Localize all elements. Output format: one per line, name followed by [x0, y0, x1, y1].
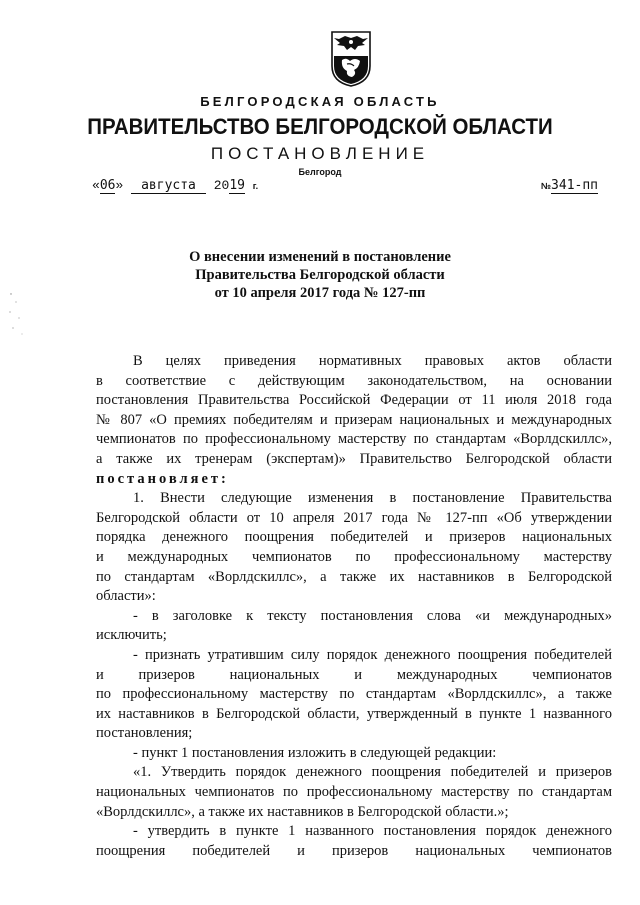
text-line: В целях приведения нормативных правовых актов области	[133, 353, 612, 369]
text-line: порядка денежного поощрения победителей и призеров национальных	[96, 529, 612, 546]
paragraph-title-change	[96, 607, 612, 646]
document-type: ПОСТАНОВЛЕНИЕ	[210, 144, 430, 163]
text-line: № 807 «О премиях победителям и призерам национальных и международных	[96, 411, 612, 428]
date-year-prefix: 20	[213, 178, 230, 193]
number-label: №	[541, 181, 552, 191]
number-value: 341-пп	[551, 178, 599, 193]
text-line: по стандартам «Ворлдскиллс», а также их наставников в Белгородской	[96, 568, 612, 585]
text-line: - утвердить в пункте 1 названного постановления порядок денежного	[133, 823, 612, 840]
text-line: в соответствие с действующим законодательством, на основании	[96, 372, 612, 389]
belgorod-coat-of-arms-icon	[330, 30, 372, 88]
text-line: их наставников в Белгородской области, утвержденный в пункте 1 названного	[96, 705, 612, 722]
text-line: - в заголовке к тексту постановления слова «и международных»	[133, 607, 612, 624]
text-line: - признать утратившим силу порядок денежного поощрения победителей	[133, 646, 612, 663]
paragraph-quoted-item	[96, 763, 612, 822]
paragraph-repeal	[96, 646, 612, 744]
date-year-g: г.	[252, 181, 259, 191]
document-date: «06» августа 2019 г.	[92, 178, 259, 193]
text-line: чемпионатов по профессиональному мастерству по стандартам «Ворлдскиллс»,	[96, 431, 612, 448]
text-line: а также их тренерам (экспертам)» Правительство Белгородской области	[96, 450, 612, 467]
text-line: поощрения победителей и призеров национальных чемпионатов	[96, 842, 612, 859]
text-line: по профессиональному мастерству по стандартам «Ворлдскиллс», а также	[96, 686, 612, 703]
paragraph-item-1	[96, 489, 612, 607]
region-heading: БЕЛГОРОДСКАЯ ОБЛАСТЬ	[200, 94, 440, 109]
text-line: постановления;	[96, 725, 193, 742]
date-day: 06	[99, 178, 116, 193]
text-line: Белгородской области от 10 апреля 2017 года № 127-пп «Об утверждении	[96, 509, 612, 526]
paragraph-new-wording: - пункт 1 постановления изложить в следующей редакции:	[133, 744, 497, 761]
text-line: области»:	[96, 588, 156, 605]
text-line: постановления Правительства Российской Федерации от 11 июля 2018 года	[96, 392, 612, 409]
date-year-suffix: 19	[229, 178, 245, 193]
text-line: исключить;	[96, 627, 167, 644]
text-line: и международных чемпионатов по профессиональному мастерству	[96, 548, 612, 565]
date-month: августа	[131, 178, 206, 194]
text-line: «Ворлдскиллс», а также их наставников в Белгородской области.»;	[96, 803, 509, 820]
city-label: Белгород	[298, 167, 342, 177]
paragraph-approve	[96, 822, 612, 861]
document-number	[541, 178, 598, 193]
text-line: и призеров национальных и международных чемпионатов	[96, 666, 612, 683]
text-line: «1. Утвердить порядок денежного поощрения победителей и призеров	[133, 764, 612, 781]
document-body	[96, 352, 612, 861]
text-line: 1. Внести следующие изменения в постановление Правительства	[133, 490, 612, 507]
title-line-2: Правительства Белгородской области	[195, 267, 445, 283]
government-heading: ПРАВИТЕЛЬСТВО БЕЛГОРОДСКОЙ ОБЛАСТИ	[87, 114, 553, 139]
title-line-1: О внесении изменений в постановление	[189, 249, 451, 265]
text-line: национальных чемпионатов по профессиональному мастерству по стандартам	[96, 784, 612, 801]
document-title	[0, 248, 640, 302]
paragraph-preamble	[96, 352, 612, 470]
title-line-3: от 10 апреля 2017 года № 127-пп	[214, 285, 426, 301]
resolves-word: постановляет:	[96, 470, 229, 487]
